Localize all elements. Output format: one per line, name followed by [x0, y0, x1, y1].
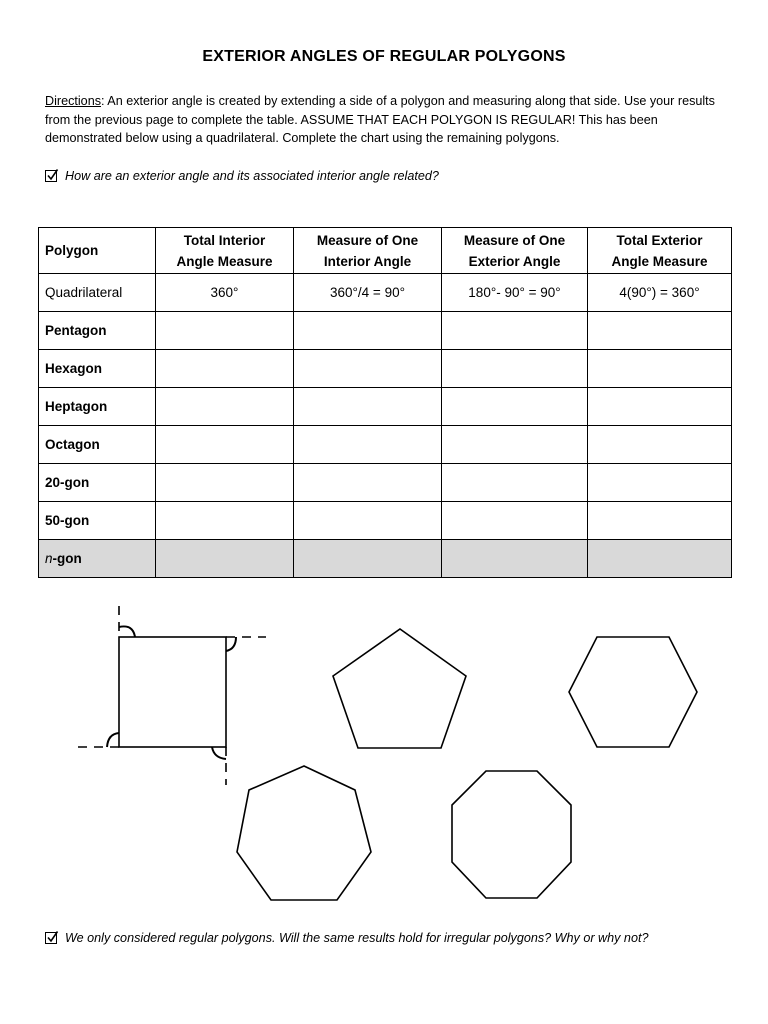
- header-total-interior: Total Interior Angle Measure: [156, 228, 294, 274]
- directions-text: : An exterior angle is created by extending a side of a polygon and measuring along that side. Use your results from the previous page to complete the table. ASSUME THAT EACH POLYGON IS REGULAR! This has been demonstrated below using a quadrilateral. Complete the chart using the remaining polygons.: [45, 94, 715, 145]
- row-name: Octagon: [39, 426, 156, 464]
- row-name: Heptagon: [39, 388, 156, 426]
- cell-one-interior[interactable]: [294, 350, 442, 388]
- cell-total-exterior[interactable]: [588, 312, 732, 350]
- cell-total-exterior[interactable]: [588, 540, 732, 578]
- checked-box-icon: [45, 932, 57, 944]
- header-polygon: Polygon: [39, 228, 156, 274]
- table-row: [39, 502, 732, 540]
- table-row: [39, 388, 732, 426]
- cell-one-interior[interactable]: [294, 426, 442, 464]
- cell-total-exterior[interactable]: 4(90°) = 360°: [588, 274, 732, 312]
- question-2: [45, 931, 648, 945]
- table-header-row: [39, 228, 732, 274]
- cell-one-interior[interactable]: [294, 464, 442, 502]
- hexagon-figure: [569, 637, 697, 747]
- heptagon-figure: [237, 766, 371, 900]
- row-name: Hexagon: [39, 350, 156, 388]
- directions-paragraph: [45, 92, 725, 148]
- row-name: Pentagon: [39, 312, 156, 350]
- header-total-exterior: Total Exterior Angle Measure: [588, 228, 732, 274]
- cell-one-interior[interactable]: [294, 388, 442, 426]
- question-2-text: We only considered regular polygons. Will the same results hold for irregular polygons? Why or why not?: [65, 931, 649, 945]
- quadrilateral-figure: [78, 606, 266, 785]
- cell-total-exterior[interactable]: [588, 502, 732, 540]
- cell-one-exterior[interactable]: 180°- 90° = 90°: [442, 274, 588, 312]
- cell-one-exterior[interactable]: [442, 502, 588, 540]
- angle-table: [38, 227, 732, 578]
- cell-total-interior[interactable]: [156, 426, 294, 464]
- cell-one-exterior[interactable]: [442, 350, 588, 388]
- cell-total-exterior[interactable]: [588, 464, 732, 502]
- cell-one-interior[interactable]: [294, 502, 442, 540]
- cell-total-interior[interactable]: [156, 540, 294, 578]
- question-1: [45, 169, 439, 183]
- row-name: Quadrilateral: [39, 274, 156, 312]
- row-name: 50-gon: [39, 502, 156, 540]
- cell-one-interior[interactable]: 360°/4 = 90°: [294, 274, 442, 312]
- checked-box-icon: [45, 170, 57, 182]
- cell-total-interior[interactable]: [156, 502, 294, 540]
- directions-label: Directions: [45, 94, 101, 108]
- pentagon-figure: [333, 629, 466, 748]
- table-row: [39, 312, 732, 350]
- octagon-figure: [452, 771, 571, 898]
- cell-one-interior[interactable]: [294, 312, 442, 350]
- row-name: [39, 540, 156, 578]
- cell-one-exterior[interactable]: [442, 388, 588, 426]
- cell-total-interior[interactable]: [156, 350, 294, 388]
- cell-one-exterior[interactable]: [442, 312, 588, 350]
- cell-total-interior[interactable]: [156, 464, 294, 502]
- row-name: 20-gon: [39, 464, 156, 502]
- table-row: [39, 464, 732, 502]
- header-one-exterior: Measure of One Exterior Angle: [442, 228, 588, 274]
- cell-total-interior[interactable]: [156, 312, 294, 350]
- cell-total-exterior[interactable]: [588, 388, 732, 426]
- table-row-ngon: [39, 540, 732, 578]
- cell-one-exterior[interactable]: [442, 540, 588, 578]
- question-1-text: How are an exterior angle and its associated interior angle related?: [65, 169, 439, 183]
- page-title: EXTERIOR ANGLES OF REGULAR POLYGONS: [202, 48, 566, 65]
- cell-one-exterior[interactable]: [442, 426, 588, 464]
- table-row: [39, 350, 732, 388]
- table-row: [39, 274, 732, 312]
- header-one-interior: Measure of One Interior Angle: [294, 228, 442, 274]
- table-row: [39, 426, 732, 464]
- cell-total-interior[interactable]: [156, 388, 294, 426]
- ngon-suffix: -gon: [52, 551, 82, 566]
- ngon-variable: n: [45, 551, 53, 566]
- polygon-figures: [0, 595, 768, 915]
- cell-one-interior[interactable]: [294, 540, 442, 578]
- cell-one-exterior[interactable]: [442, 464, 588, 502]
- cell-total-interior[interactable]: 360°: [156, 274, 294, 312]
- cell-total-exterior[interactable]: [588, 426, 732, 464]
- cell-total-exterior[interactable]: [588, 350, 732, 388]
